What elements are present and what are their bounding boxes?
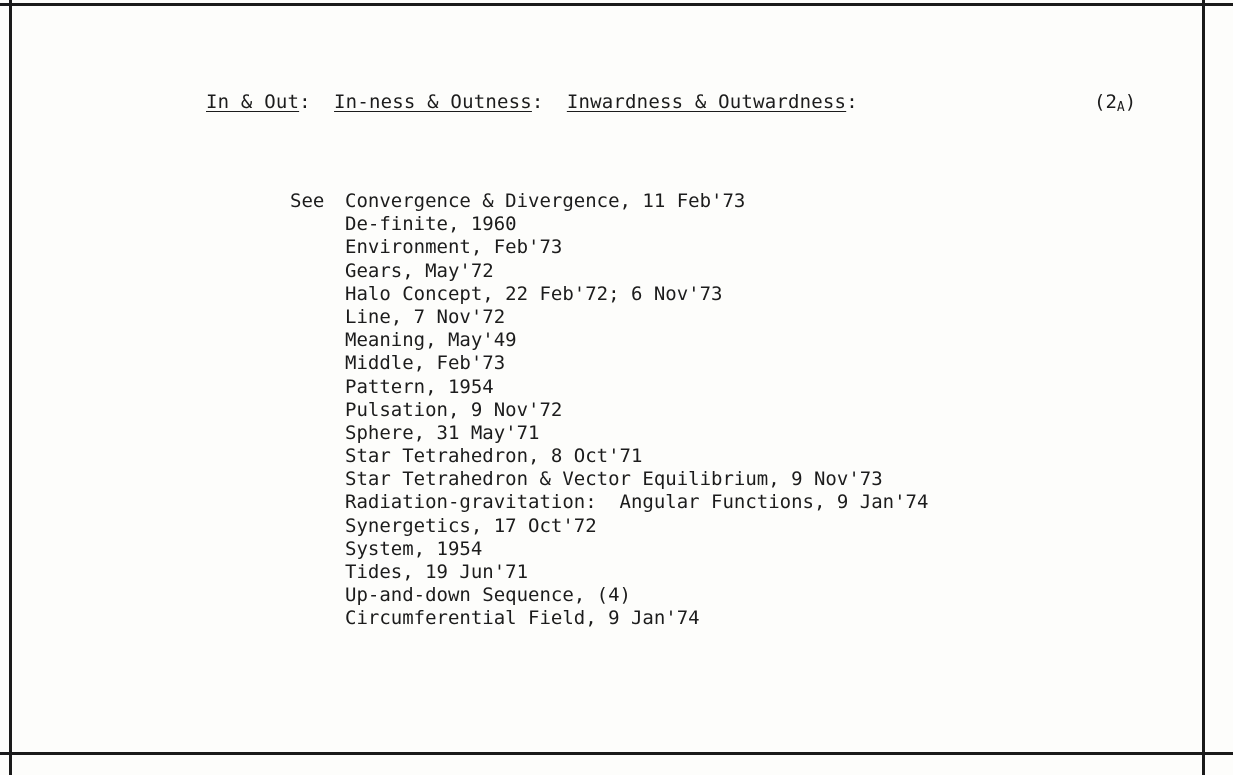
list-item: Gears, May'72 bbox=[345, 259, 494, 282]
page-number-close: ) bbox=[1124, 91, 1137, 113]
title-part-in-and-out: In & Out bbox=[206, 91, 300, 113]
list-item: Halo Concept, 22 Feb'72; 6 Nov'73 bbox=[345, 282, 723, 305]
list-item: Environment, Feb'73 bbox=[345, 236, 563, 259]
frame-left-border bbox=[9, 0, 12, 775]
list-item: Star Tetrahedron & Vector Equilibrium, 9 Nov'73 bbox=[345, 468, 883, 491]
see-label: See bbox=[290, 190, 325, 212]
list-item: Middle, Feb'73 bbox=[345, 352, 506, 375]
list-item: De-finite, 1960 bbox=[345, 213, 517, 236]
page-number-main: (2 bbox=[1094, 91, 1117, 113]
frame-top-border bbox=[0, 3, 1233, 6]
page-number bbox=[1094, 91, 1136, 115]
title-separator: : bbox=[846, 91, 858, 113]
list-item: Star Tetrahedron, 8 Oct'71 bbox=[345, 445, 643, 468]
page-number-subscript: A bbox=[1116, 100, 1125, 115]
frame-bottom-border bbox=[0, 752, 1233, 755]
page-title bbox=[206, 91, 858, 113]
list-item: Circumferential Field, 9 Jan'74 bbox=[345, 607, 700, 630]
title-part-inwardness-outwardness: Inwardness & Outwardness bbox=[566, 91, 847, 113]
list-item: Sphere, 31 May'71 bbox=[345, 421, 540, 444]
title-part-inness-outness: In-ness & Outness bbox=[334, 91, 532, 113]
list-item: Radiation-gravitation: Angular Functions, 9 Jan'74 bbox=[345, 491, 929, 514]
title-separator: : bbox=[531, 91, 544, 113]
list-item: Line, 7 Nov'72 bbox=[345, 305, 506, 328]
list-item: Pattern, 1954 bbox=[345, 375, 494, 398]
title-separator: : bbox=[299, 91, 311, 113]
cross-reference-list bbox=[345, 190, 928, 631]
list-item: Up-and-down Sequence, (4) bbox=[345, 584, 631, 607]
list-item: Pulsation, 9 Nov'72 bbox=[345, 398, 563, 421]
list-item: Synergetics, 17 Oct'72 bbox=[345, 514, 597, 537]
list-item: Meaning, May'49 bbox=[345, 329, 517, 352]
list-item: System, 1954 bbox=[345, 537, 483, 560]
list-item: Tides, 19 Jun'71 bbox=[345, 561, 529, 583]
list-item: Convergence & Divergence, 11 Feb'73 bbox=[345, 190, 746, 212]
frame-right-border bbox=[1202, 0, 1205, 775]
